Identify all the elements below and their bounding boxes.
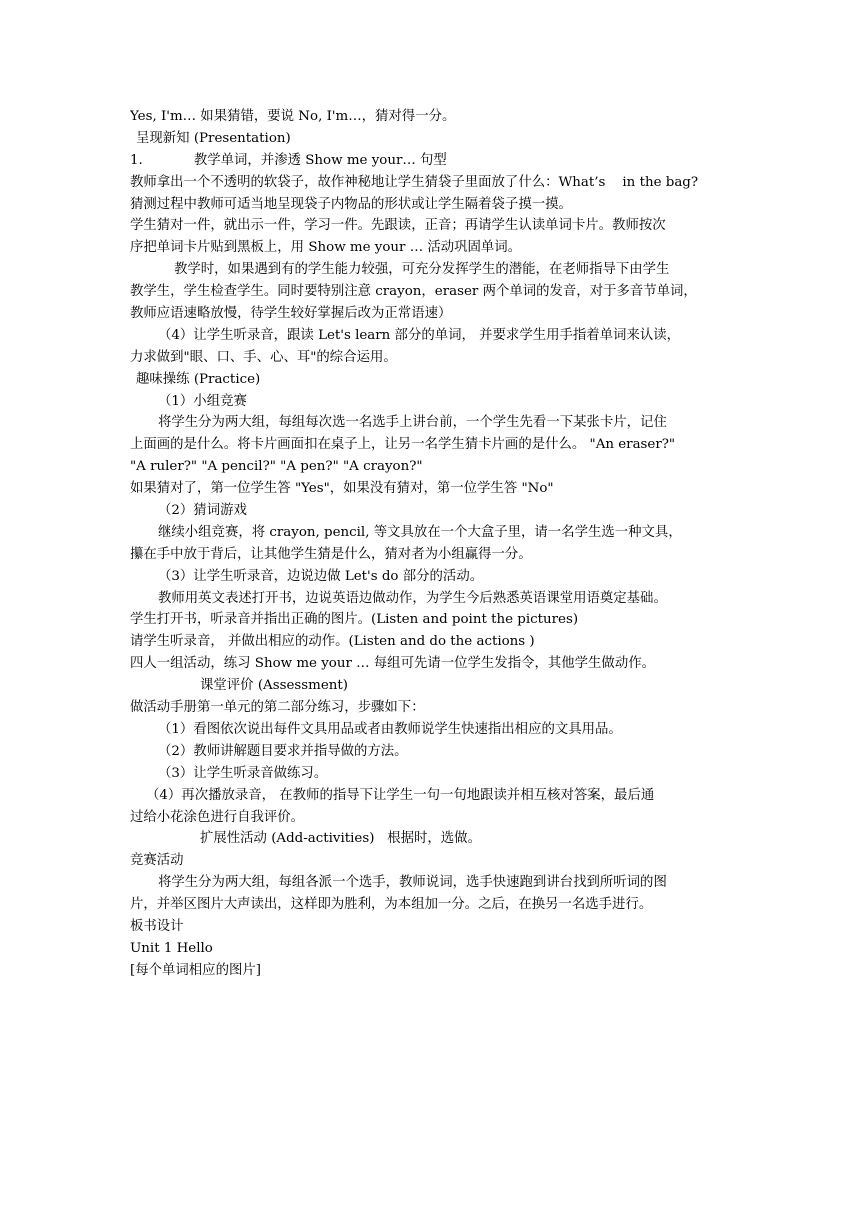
text-line: 力求做到"眼、口、手、心、耳"的综合运用。 [130, 349, 397, 365]
text-line: 猜测过程中教师可适当地呈现袋子内物品的形状或让学生隔着袋子摸一摸。 [130, 196, 572, 212]
text-line: 将学生分为两大组，每组每次选一名选手上讲台前，一个学生先看一下某张卡片，记住 [158, 415, 667, 431]
text-line: 学生猜对一件，就出示一件，学习一件。先跟读，正音；再请学生认读单词卡片。教师按次 [130, 218, 666, 234]
text-line: 教师用英文表述打开书，边说英语边做动作，为学生今后熟悉英语课堂用语奠定基础。 [158, 590, 667, 606]
text-line: 教师拿出一个不透明的软袋子，故作神秘地让学生猜袋子里面放了什么：What’s in the bag? [130, 174, 699, 190]
text-line: 过给小花涂色进行自我评价。 [130, 809, 305, 825]
text-line: （1）看图依次说出每件文具用品或者由教师说学生快速指出相应的文具用品。 [158, 721, 622, 737]
text-line: （3）让学生听录音，边说边做 Let's do 部分的活动。 [158, 568, 484, 584]
section-heading-competition: 竞赛活动 [130, 853, 184, 869]
text-line: Unit 1 Hello [130, 940, 213, 956]
text-line: 继续小组竞赛，将 crayon, pencil, 等文具放在一个大盒子里，请一名学生选一种文具， [158, 524, 682, 540]
section-heading-practice: 趣味操练 (Practice) [136, 371, 261, 387]
text-line: （2）猜词游戏 [158, 503, 247, 519]
section-heading-presentation: 呈现新知 (Presentation) [136, 130, 291, 146]
text-line: （1）小组竞赛 [158, 393, 247, 409]
text-line: 序把单词卡片贴到黑板上，用 Show me your … 活动巩固单词。 [130, 240, 522, 256]
text-line: 上面画的是什么。将卡片画面扣在桌子上，让另一名学生猜卡片画的是什么。 "An eraser?" [130, 437, 676, 453]
text-line: 请学生听录音， 并做出相应的动作。(Listen and do the actions ) [130, 634, 535, 650]
section-heading-assessment: 课堂评价 (Assessment) [200, 678, 348, 694]
text-line: 如果猜对了，第一位学生答 "Yes"，如果没有猜对，第一位学生答 "No" [130, 481, 554, 497]
text-line: （2）教师讲解题目要求并指导做的方法。 [158, 743, 408, 759]
section-heading-add-activities: 扩展性活动 (Add-activities) 根据时，选做。 [200, 831, 481, 847]
text-line: [每个单词相应的图片] [130, 962, 261, 978]
text-line: 教师应语速略放慢，待学生较好掌握后改为正常语速） [130, 306, 452, 322]
text-line: 将学生分为两大组，每组各派一个选手，教师说词，选手快速跑到讲台找到所听词的图 [158, 875, 667, 891]
text-line: （3）让学生听录音做练习。 [158, 765, 328, 781]
text-line: （4）再次播放录音， 在教师的指导下让学生一句一句地跟读并相互核对答案，最后通 [146, 787, 655, 803]
text-line: 做活动手册第一单元的第二部分练习，步骤如下： [130, 700, 425, 716]
document-body [130, 106, 730, 982]
text-line: 教学时，如果遇到有的学生能力较强，可充分发挥学生的潜能，在老师指导下由学生 [174, 262, 670, 278]
text-line: 学生打开书，听录音并指出正确的图片。(Listen and point the pictures) [130, 612, 579, 628]
section-heading-blackboard: 板书设计 [130, 918, 184, 934]
text-line: 1. 教学单词，并渗透 Show me your… 句型 [130, 152, 447, 168]
text-line: 攥在手中放于背后，让其他学生猜是什么，猜对者为小组赢得一分。 [130, 546, 532, 562]
text-line: 四人一组活动，练习 Show me your … 每组可先请一位学生发指令，其他学生做动作。 [130, 656, 655, 672]
text-line: 教学生，学生检查学生。同时要特别注意 crayon，eraser 两个单词的发音，对于多音节单词， [130, 284, 697, 300]
text-line: 片，并举区图片大声读出，这样即为胜利，为本组加一分。之后，在换另一名选手进行。 [130, 897, 653, 913]
text-line: Yes, I'm… 如果猜错，要说 No, I'm…，猜对得一分。 [130, 109, 456, 124]
text-line: （4）让学生听录音，跟读 Let's learn 部分的单词， 并要求学生用手指着单词来认读， [158, 327, 681, 343]
text-line: "A ruler?" "A pencil?" "A pen?" "A crayon?" [130, 459, 423, 475]
